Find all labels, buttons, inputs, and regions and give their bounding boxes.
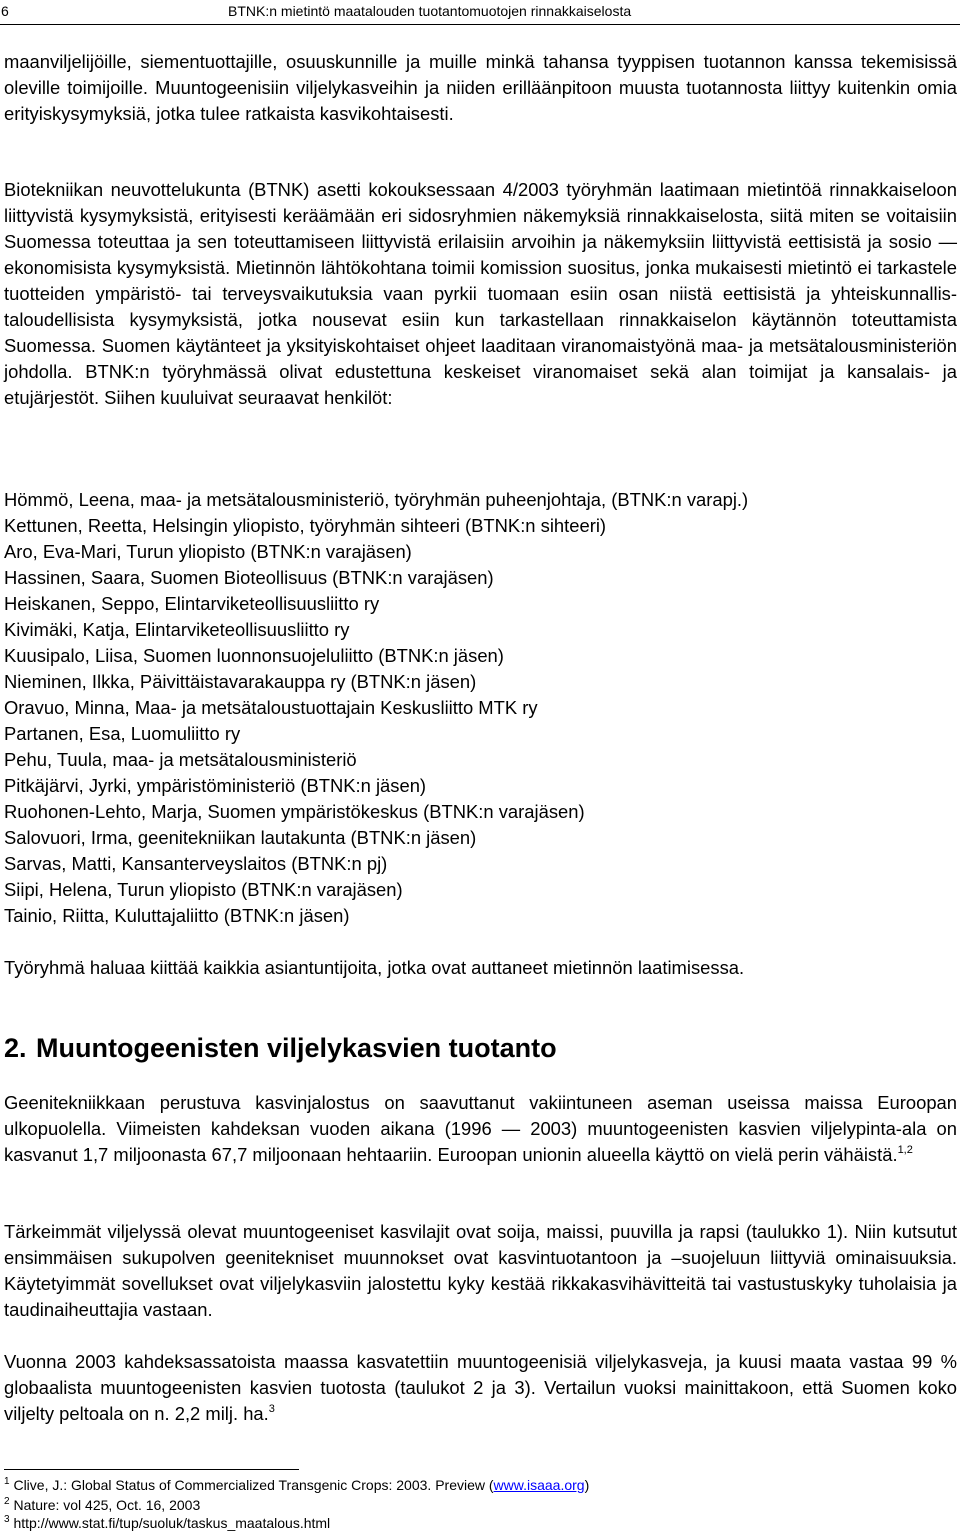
member-item: Sarvas, Matti, Kansanterveyslaitos (BTNK:n pj) — [4, 853, 388, 874]
paragraph-text: Geenitekniikkaan perustuva kasvinjalostus on saavuttanut vakiintuneen aseman useissa maissa Euroopan ulkopuolella. Viimeisten kahdeksan vuoden aikana (1996 — 2003) muuntogeenisten kasvien viljelypinta-ala on kasvanut 1,7 miljoonasta 67,7 miljoonaan hehtaariin. Euroopan unionin alueella käyttö on vielä perin vähäistä. — [4, 1092, 957, 1165]
section-title: Muuntogeenisten viljelykasvien tuotanto — [36, 1033, 557, 1063]
member-item: Kuusipalo, Liisa, Suomen luonnonsuojeluliitto (BTNK:n jäsen) — [4, 645, 504, 666]
tarkeimmat-paragraph: Tärkeimmät viljelyssä olevat muuntogeeniset kasvilajit ovat soija, maissi, puuvilla ja rapsi (taulukko 1). Niin kutsutut ensimmäisen sukupolven geenitekniset muunnokset ovat kasvintuotantoon ja –suojeluun liittyviä ominaisuuksia. Käytetyimmät sovellukset ovat viljelykasviin jalostettu kyky kestää rikkakasvihävitteitä tai vastustuskyky tuholaisia ja taudinaiheuttajia vastaan. — [4, 1221, 957, 1320]
member-item: Partanen, Esa, Luomuliitto ry — [4, 723, 241, 744]
member-item: Hassinen, Saara, Suomen Bioteollisuus (BTNK:n varajäsen) — [4, 567, 494, 588]
member-item: Oravuo, Minna, Maa- ja metsätaloustuottajain Keskusliitto MTK ry — [4, 697, 538, 718]
footnote-1 — [4, 1476, 589, 1494]
btnk-paragraph: Biotekniikan neuvottelukunta (BTNK) asetti kokouksessaan 4/2003 työryhmän laatimaan mietintöä rinnakkaiseloon liittyvistä kysymyksistä, erityisesti keräämään eri sidosryhmien näkemyksiä rinnakkaiselosta, siitä miten se voitaisiin Suomessa toteuttaa ja sen toteuttamiseen liittyvistä erilaisiin arvoihin ja näkemyksiin liittyvistä eettisistä ja sosio — ekonomisista kysymyksistä. Mietinnön lähtökohtana toimii komission suositus, jonka mukaisesti mietintö ei tarkastele tuotteiden ympäristö- tai terveysvaikutuksia vaan pyrkii tuomaan esiin osan niistä eettisistä ja yhteiskunnallis-taloudellisista kysymyksistä, jotka nousevat esiin kun tarkastellaan rinnakkaiselon käytännön toteuttamista Suomessa. Suomen käytänteet ja yksityiskohtaiset ohjeet laaditaan viranomaistyönä maa- ja metsätalousministeriön johdolla. BTNK:n työryhmässä olivat edustettuna keskeiset viranomaiset sekä alan toimijat ja kansalais- ja etujärjestöt. Siihen kuuluivat seuraavat henkilöt: — [4, 179, 957, 408]
footnote-text-end: ) — [584, 1477, 590, 1493]
footnote-3 — [4, 1514, 330, 1532]
footnote-text: Nature: vol 425, Oct. 16, 2003 — [13, 1497, 201, 1513]
vuonna-paragraph — [4, 1349, 957, 1427]
running-header — [0, 0, 960, 25]
footnote-text: Clive, J.: Global Status of Commercialized Transgenic Crops: 2003. Preview ( — [13, 1477, 494, 1493]
reference-marker: 3 — [268, 1403, 275, 1415]
section-number: 2. — [4, 1033, 27, 1063]
footnote-2 — [4, 1496, 200, 1514]
member-item: Pehu, Tuula, maa- ja metsätalousministeriö — [4, 749, 357, 770]
isaaa-link[interactable]: www.isaaa.org — [493, 1477, 585, 1493]
reference-marker: 1,2 — [897, 1144, 913, 1156]
footnote-text: http://www.stat.fi/tup/suoluk/taskus_maatalous.html — [13, 1515, 331, 1531]
section-heading — [4, 1030, 557, 1066]
page-number: 6 — [1, 3, 9, 19]
geenitekniikka-paragraph — [4, 1090, 957, 1168]
footnote-divider — [4, 1469, 299, 1470]
footnote-number: 2 — [4, 1496, 10, 1507]
intro-paragraph: maanviljelijöille, siementuottajille, osuuskunnille ja muille minkä tahansa tyyppisen tuotannon kanssa tekemisissä oleville toimijoille. Muuntogeenisiin viljelykasveihin ja niiden erilläänpitoon muusta tuotannosta liittyy kuitenkin omia erityiskysymyksiä, jotka tulee ratkaista kasvikohtaisesti. — [4, 51, 957, 124]
footnote-number: 3 — [4, 1514, 10, 1525]
member-item: Kivimäki, Katja, Elintarviketeollisuusliitto ry — [4, 619, 350, 640]
member-item: Hömmö, Leena, maa- ja metsätalousministeriö, työryhmän puheenjohtaja, (BTNK:n varapj.) — [4, 489, 749, 510]
member-item: Siipi, Helena, Turun yliopisto (BTNK:n varajäsen) — [4, 879, 403, 900]
member-item: Kettunen, Reetta, Helsingin yliopisto, työryhmän sihteeri (BTNK:n sihteeri) — [4, 515, 607, 536]
member-item: Nieminen, Ilkka, Päivittäistavarakauppa ry (BTNK:n jäsen) — [4, 671, 477, 692]
member-item: Pitkäjärvi, Jyrki, ympäristöministeriö (BTNK:n jäsen) — [4, 775, 427, 796]
member-item: Ruohonen-Lehto, Marja, Suomen ympäristökeskus (BTNK:n varajäsen) — [4, 801, 585, 822]
member-item: Tainio, Riitta, Kuluttajaliitto (BTNK:n jäsen) — [4, 905, 350, 926]
thanks-paragraph: Työryhmä haluaa kiittää kaikkia asiantuntijoita, jotka ovat auttaneet mietinnön laatimisessa. — [4, 957, 745, 978]
running-title: BTNK:n mietintö maatalouden tuotantomuotojen rinnakkaiselosta — [228, 3, 632, 19]
member-item: Aro, Eva-Mari, Turun yliopisto (BTNK:n varajäsen) — [4, 541, 412, 562]
member-item: Heiskanen, Seppo, Elintarviketeollisuusliitto ry — [4, 593, 380, 614]
member-item: Salovuori, Irma, geenitekniikan lautakunta (BTNK:n jäsen) — [4, 827, 477, 848]
paragraph-text: Vuonna 2003 kahdeksassatoista maassa kasvatettiin muuntogeenisiä viljelykasveja, ja kuusi maata vastaa 99 % globaalista muuntogeenisten kasvien tuotosta (taulukot 2 ja 3). Vertailun vuoksi mainittakoon, että Suomen koko viljelty peltoala on n. 2,2 milj. ha. — [4, 1351, 957, 1424]
footnote-number: 1 — [4, 1476, 10, 1487]
